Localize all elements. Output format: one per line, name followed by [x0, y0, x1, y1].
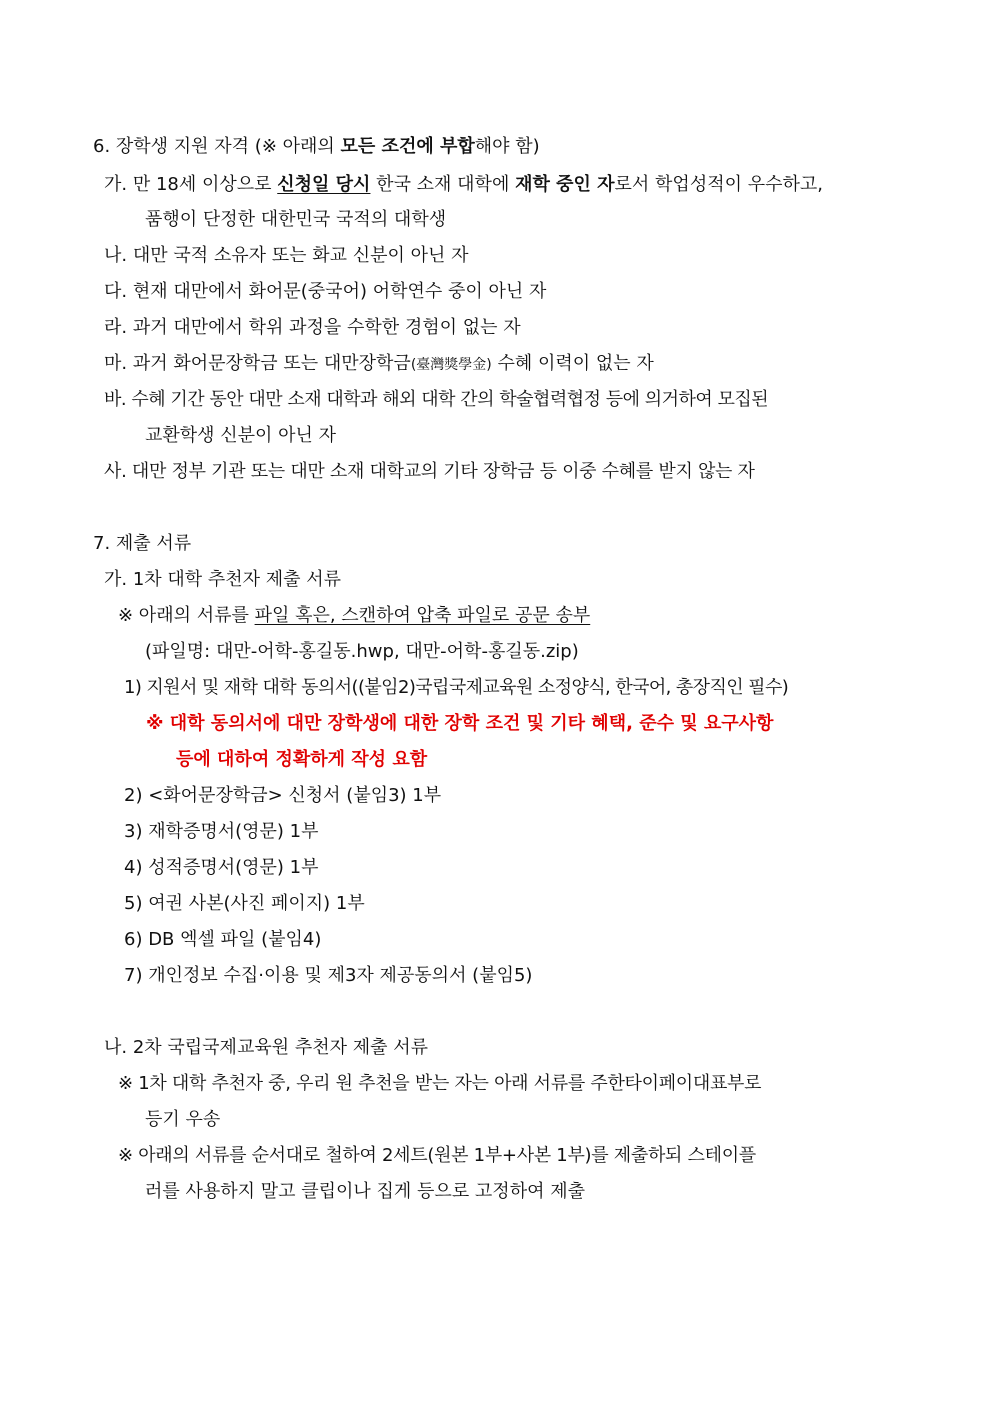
criteria-ba: 바. 수혜 기간 동안 대만 소재 대학과 해외 대학 간의 학술협력협정 등에 의거하여 모집된: [104, 389, 769, 410]
section-6-heading: 6. 장학생 지원 자격 (※ 아래의 모든 조건에 부합해야 함): [93, 136, 540, 157]
section-7-heading: 7. 제출 서류: [93, 533, 192, 554]
first-round-docs-heading: 가. 1차 대학 추천자 제출 서류: [104, 569, 342, 590]
criteria-sa: 사. 대만 정부 기관 또는 대만 소재 대학교의 기타 장학금 등 이중 수혜를 받지 않는 자: [104, 461, 755, 482]
red-notice-line-1: ※ 대학 동의서에 대만 장학생에 대한 장학 조건 및 기타 혜택, 준수 및 요구사항: [146, 713, 774, 734]
criteria-ma: 마. 과거 화어문장학금 또는 대만장학금(臺灣獎學金) 수혜 이력이 없는 자: [104, 353, 654, 374]
doc-item-7: 7) 개인정보 수집·이용 및 제3자 제공동의서 (붙임5): [124, 965, 533, 986]
second-round-docs-heading: 나. 2차 국립국제교육원 추천자 제출 서류: [104, 1037, 428, 1058]
doc-item-3: 3) 재학증명서(영문) 1부: [124, 821, 319, 842]
doc-item-2: 2) <화어문장학금> 신청서 (붙임3) 1부: [124, 785, 442, 806]
second-round-note-1: ※ 1차 대학 추천자 중, 우리 원 추천을 받는 자는 아래 서류를 주한타이페이대표부로: [118, 1073, 762, 1094]
second-round-note-1-continued: 등기 우송: [145, 1109, 221, 1130]
criteria-ba-continued: 교환학생 신분이 아닌 자: [145, 425, 337, 446]
filename-example: (파일명: 대만-어학-홍길동.hwp, 대만-어학-홍길동.zip): [145, 641, 579, 662]
criteria-na: 나. 대만 국적 소유자 또는 화교 신분이 아닌 자: [104, 245, 469, 266]
criteria-ga: 가. 만 18세 이상으로 신청일 당시 한국 소재 대학에 재학 중인 자로서 학업성적이 우수하고,: [104, 174, 823, 195]
second-round-note-2-continued: 러를 사용하지 말고 클립이나 집게 등으로 고정하여 제출: [145, 1181, 585, 1202]
doc-item-1: 1) 지원서 및 재학 대학 동의서((붙임2)국립국제교육원 소정양식, 한국어, 총장직인 필수): [124, 677, 789, 698]
criteria-da: 다. 현재 대만에서 화어문(중국어) 어학연수 중이 아닌 자: [104, 281, 547, 302]
doc-item-6: 6) DB 엑셀 파일 (붙임4): [124, 929, 322, 950]
submission-note: ※ 아래의 서류를 파일 혹은, 스캔하여 압축 파일로 공문 송부: [118, 605, 591, 626]
red-notice-line-2: 등에 대하여 정확하게 작성 요함: [176, 749, 428, 770]
second-round-note-2: ※ 아래의 서류를 순서대로 철하여 2세트(원본 1부+사본 1부)를 제출하되 스테이플: [118, 1145, 756, 1166]
criteria-ra: 라. 과거 대만에서 학위 과정을 수학한 경험이 없는 자: [104, 317, 521, 338]
doc-item-5: 5) 여권 사본(사진 페이지) 1부: [124, 893, 365, 914]
criteria-ga-continued: 품행이 단정한 대한민국 국적의 대학생: [145, 209, 447, 230]
doc-item-4: 4) 성적증명서(영문) 1부: [124, 857, 319, 878]
